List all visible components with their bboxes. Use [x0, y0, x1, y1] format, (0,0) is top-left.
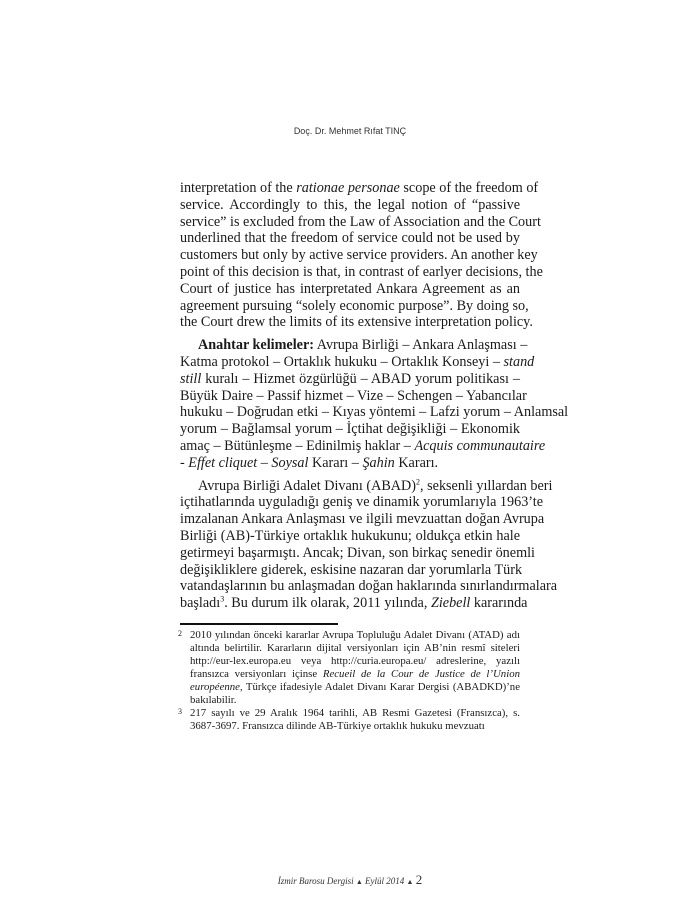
running-header: Doç. Dr. Mehmet Rıfat TINÇ: [293, 126, 407, 136]
text-line: [180, 247, 538, 264]
text-span: başladı: [180, 595, 221, 612]
text-line: [180, 371, 520, 388]
text-span: Şahin: [362, 454, 395, 471]
text-line: [180, 594, 528, 612]
body-text: [180, 180, 569, 612]
text-span: agreement pursuing “solely economic purpose”. By doing so,: [180, 297, 529, 314]
footnotes: [180, 629, 520, 733]
text-line: [180, 281, 520, 298]
text-span: Acquis communautaire: [414, 437, 546, 454]
text-span: Büyük Daire – Passif hizmet – Vize – Schengen – Yabancılar: [180, 387, 527, 404]
text-line: [180, 197, 520, 214]
text-line: [180, 421, 520, 438]
text-line: [180, 387, 527, 405]
text-line: [180, 476, 553, 495]
text-span: Ziebell: [430, 595, 471, 612]
text-span: Effet cliquet: [188, 454, 258, 471]
text-line: [180, 528, 520, 545]
text-line: [180, 511, 545, 528]
text-span: interpretation of the: [180, 180, 297, 196]
text-span: underlined that the freedom of service could not be used by: [180, 230, 520, 247]
text-line: [180, 297, 529, 315]
footnote-number: 2: [178, 629, 182, 638]
text-span: Anahtar kelimeler:: [198, 337, 314, 354]
text-span: bakılabilir.: [190, 694, 237, 706]
text-span: kararında: [470, 595, 528, 612]
text-line: [180, 561, 523, 579]
text-line: [180, 353, 535, 371]
text-span: içtihatlarında uyguladığı geniş ve dinamik yorumlarıyla 1963’te: [180, 494, 544, 511]
footnote-ref: 3: [220, 594, 225, 604]
text-span: stand: [503, 353, 535, 370]
text-span: 3687-3697. Fransızca dilinde AB-Türkiye ortaklık hukuku mevzuatı: [190, 720, 485, 732]
text-line: [180, 213, 541, 231]
page-number: 2: [415, 872, 423, 887]
text-span: customers but only by active service providers. An another key: [180, 247, 538, 264]
text-span: . Bu durum ilk olarak, 2011 yılında,: [224, 595, 431, 612]
text-span: still: [180, 370, 202, 387]
footnote-ref: 2: [416, 476, 421, 486]
separator-icon: ▲: [355, 878, 363, 886]
text-span: service. Accordingly to this, the legal notion of “passive: [180, 196, 520, 213]
text-span: imzalanan Ankara Anlaşması ve ilgili mevzuattan doğan Avrupa: [180, 511, 545, 528]
footnote-text: [190, 707, 520, 733]
footnote-number: 3: [178, 707, 182, 716]
footnote-text: [190, 629, 520, 707]
text-line: [180, 544, 535, 562]
text-span: Court of justice has interpretated Ankara Agreement as an: [180, 280, 520, 297]
text-span: point of this decision is that, in contrast of earlyer decisions, the: [180, 263, 543, 280]
text-line: [180, 494, 544, 511]
text-span: 217 sayılı ve 29 Aralık 1964 tarihli, AB Resmi Gazetesi (Fransızca), s.: [190, 707, 520, 719]
text-line: [180, 230, 520, 247]
text-span: http://eur-lex.europa.eu veya http://curia.europa.eu/ adreslerine, yazılı: [190, 655, 520, 667]
text-line: [190, 681, 520, 694]
paragraph: [180, 180, 543, 331]
text-span: kuralı – Hizmet özgürlüğü – ABAD yorum politikası –: [201, 370, 520, 387]
text-span: -: [180, 454, 189, 471]
text-line: [180, 314, 533, 331]
text-span: hukuku – Doğrudan etki – Kıyas yöntemi – Lafzi yorum – Anlamsal: [180, 404, 569, 421]
text-line: [180, 180, 539, 197]
text-line: [180, 437, 546, 455]
text-span: –: [257, 454, 272, 471]
paragraph: [180, 337, 569, 471]
text-span: Kararı.: [394, 454, 439, 471]
text-line: [180, 263, 543, 281]
text-span: 2010 yılından önceki kararlar Avrupa Topluluğu Adalet Divanı (ATAD) adı: [190, 629, 520, 641]
journal-name: İzmir Barosu Dergisi: [277, 876, 354, 886]
text-span: altında belirtilir. Kararların dijital versiyonları için AB’nin resmî siteleri: [190, 642, 520, 654]
footnote: [180, 629, 520, 707]
text-span: getirmeyi başarmıştı. Ancak; Divan, son birkaç senedir önemli: [180, 544, 535, 561]
text-span: scope of the freedom of: [399, 180, 539, 196]
text-line: [190, 642, 520, 655]
text-span: européenne: [190, 681, 240, 693]
text-line: [180, 337, 528, 354]
text-span: , Türkçe ifadesiyle Adalet Divanı Karar Dergisi (ABADKD)’ne: [239, 681, 520, 693]
text-span: Kararı –: [308, 454, 363, 471]
text-span: Katma protokol – Ortaklık hukuku – Ortaklık Konseyi –: [180, 353, 504, 370]
text-span: the Court drew the limits of its extensive interpretation policy.: [180, 314, 533, 331]
text-line: [190, 720, 520, 733]
page-footer: [0, 872, 700, 888]
text-line: [180, 578, 558, 595]
text-span: değişikliklere giderek, eskisine nazaran dar yorumlarla Türk: [180, 561, 523, 578]
text-span: Avrupa Birliği Adalet Divanı (ABAD): [198, 477, 417, 494]
paragraph: [180, 476, 558, 612]
text-span: Birliği (AB)-Türkiye ortaklık hukukunu; oldukça etkin hale: [180, 527, 520, 544]
text-line: [190, 707, 520, 720]
text-line: [190, 629, 520, 642]
text-span: amaç – Bütünleşme – Edinilmiş haklar –: [180, 437, 415, 454]
issue-date: Eylül 2014: [365, 876, 405, 886]
text-span: Soysal: [271, 454, 309, 471]
text-span: , seksenli yıllardan beri: [420, 477, 553, 494]
text-line: [180, 455, 520, 472]
text-span: Avrupa Birliği – Ankara Anlaşması –: [313, 337, 528, 354]
text-line: [190, 694, 520, 707]
text-line: [190, 668, 520, 681]
footnote-separator: [180, 623, 338, 625]
text-line: [190, 655, 520, 668]
text-span: vatandaşlarının bu anlaşmadan doğan haklarında sınırlandırmalara: [180, 578, 558, 595]
text-span: fransızca versiyonları içinse: [190, 668, 323, 680]
text-span: yorum – Bağlamsal yorum – İçtihat değişikliği – Ekonomik: [180, 421, 520, 438]
footnote: [180, 707, 520, 733]
text-span: rationae personae: [296, 180, 400, 196]
separator-icon: ▲: [406, 878, 414, 886]
text-span: service” is excluded from the Law of Association and the Court: [180, 213, 541, 230]
text-span: Recueil de la Cour de Justice de l’Union: [322, 668, 521, 680]
text-line: [180, 404, 569, 421]
